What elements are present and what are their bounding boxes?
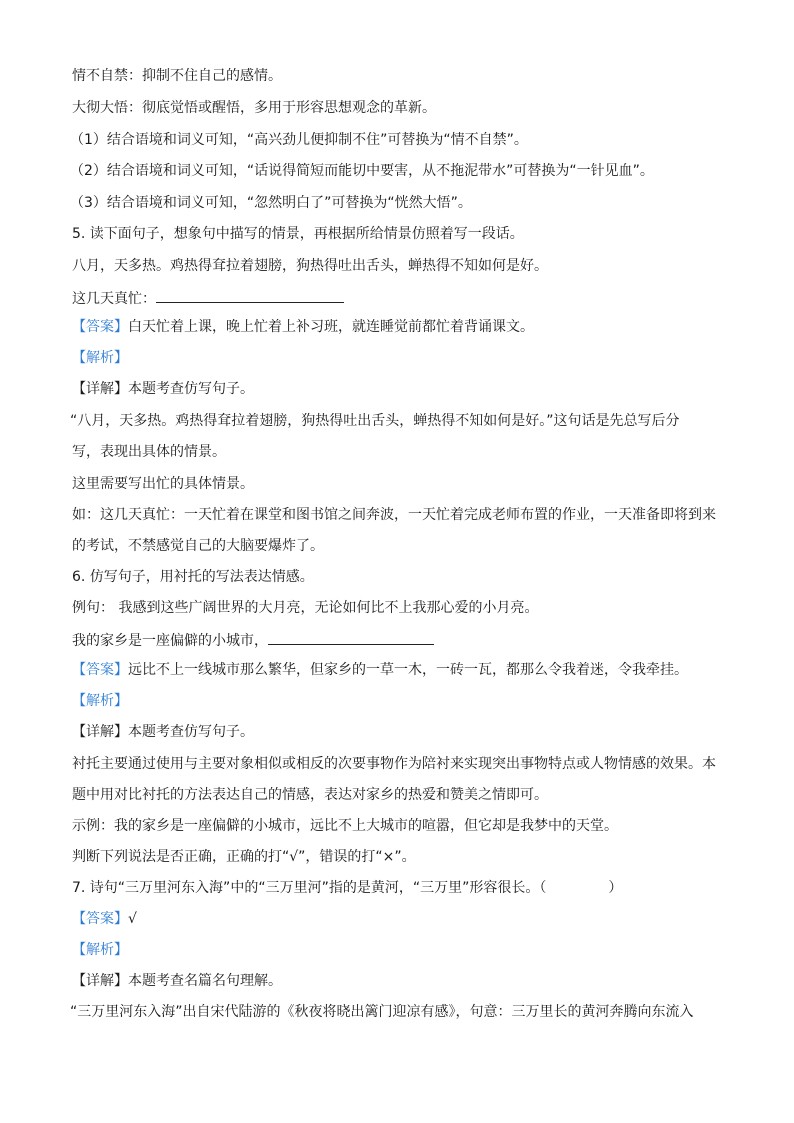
text-line: 写，表现出具体的情景。 (72, 444, 226, 460)
close-paren: ） (608, 880, 623, 896)
detail-line (72, 380, 722, 398)
text-line: 八月，天多热。鸡热得耷拉着翅膀，狗热得吐出舌头，蝉热得不知如何是好。 (72, 258, 548, 274)
text-line: 情不自禁：抑制不住自己的感情。 (72, 68, 282, 84)
answer-text: 远比不上一线城市那么繁华，但家乡的一草一木，一砖一瓦，都那么令我着迷，令我牵挂。 (128, 662, 688, 678)
text-line: （3）结合语境和词义可知，“忽然明白了”可替换为“恍然大悟”。 (70, 195, 472, 211)
text-line: 大彻大悟：彻底觉悟或醒悟，多用于形容思想观念的革新。 (72, 100, 436, 116)
answer-line (72, 661, 722, 679)
detail-tag: 【详解】 (72, 973, 128, 989)
answer-text: √ (128, 911, 137, 927)
answer-blank (156, 288, 344, 303)
question-text: 7. 诗句“三万里河东入海”中的“三万里河”指的是黄河，“三万里”形容很长。（ (72, 880, 547, 896)
analysis-tag: 【解析】 (72, 693, 128, 709)
instruction-line: 判断下列说法是否正确，正确的打“√”，错误的打“×”。 (72, 849, 416, 865)
answer-tag: 【答案】 (72, 662, 128, 678)
detail-tag: 【详解】 (72, 381, 128, 397)
detail-text: 本题考查仿写句子。 (128, 381, 254, 397)
fill-in-line (72, 288, 722, 308)
analysis-tag: 【解析】 (72, 350, 128, 366)
text-line: 衬托主要通过使用与主要对象相似或相反的次要事物作为陪衬来实现突出事物特点或人物情感的效果。本 (72, 756, 716, 772)
prompt-text: 这几天真忙： (72, 291, 156, 307)
text-line: 如：这几天真忙：一天忙着在课堂和图书馆之间奔波，一天忙着完成老师布置的作业，一天准备即将到来 (72, 507, 716, 523)
detail-text: 本题考查仿写句子。 (128, 724, 254, 740)
prompt-text: 我的家乡是一座偏僻的小城市， (72, 633, 268, 649)
text-line: 示例：我的家乡是一座偏僻的小城市，远比不上大城市的喧嚣，但它却是我梦中的天堂。 (72, 818, 618, 834)
answer-tag: 【答案】 (72, 911, 128, 927)
detail-line (72, 723, 722, 741)
text-line: （1）结合语境和词义可知，“高兴劲儿便抑制不住”可替换为“情不自禁”。 (70, 132, 528, 148)
question-5: 5. 读下面句子，想象句中描写的情景，再根据所给情景仿照着写一段话。 (72, 226, 524, 242)
answer-tag: 【答案】 (72, 319, 128, 335)
detail-text: 本题考查名篇名句理解。 (128, 973, 282, 989)
answer-line (72, 910, 722, 928)
analysis-tag: 【解析】 (72, 942, 128, 958)
text-line: 的考试，不禁感觉自己的大脑要爆炸了。 (72, 538, 324, 554)
detail-tag: 【详解】 (72, 724, 128, 740)
question-6: 6. 仿写句子，用衬托的写法表达情感。 (72, 569, 314, 585)
text-line: 题中用对比衬托的方法表达自己的情感，表达对家乡的热爱和赞美之情即可。 (72, 787, 548, 803)
answer-text: 白天忙着上课，晚上忙着上补习班，就连睡觉前都忙着背诵课文。 (128, 319, 534, 335)
text-line: “三万里河东入海”出自宋代陆游的《秋夜将晓出篱门迎凉有感》，句意：三万里长的黄河奔腾向东流入 (70, 1004, 694, 1020)
text-line: “八月，天多热。鸡热得耷拉着翅膀，狗热得吐出舌头，蝉热得不知如何是好。”这句话是先总写后分 (70, 413, 680, 429)
answer-line (72, 318, 722, 336)
detail-line (72, 972, 722, 990)
text-line: （2）结合语境和词义可知，“话说得简短而能切中要害，从不拖泥带水”可替换为“一针见血”。 (70, 163, 654, 179)
answer-blank (268, 630, 434, 645)
fill-in-line (72, 630, 722, 650)
question-7 (72, 879, 722, 897)
text-line: 例句： 我感到这些广阔世界的大月亮，无论如何比不上我那心爱的小月亮。 (72, 600, 539, 616)
text-line: 这里需要写出忙的具体情景。 (72, 476, 254, 492)
